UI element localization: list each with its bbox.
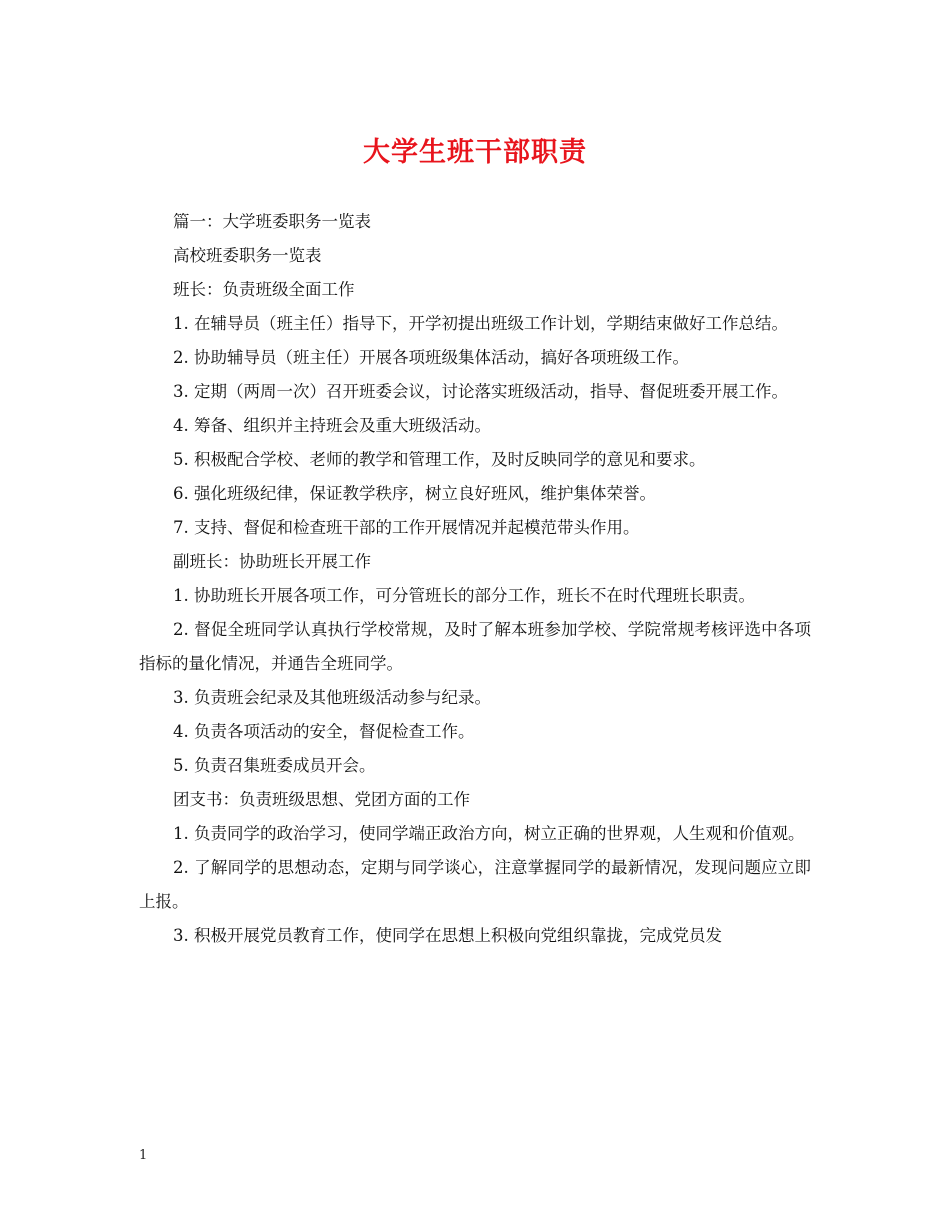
paragraph: 5. 负责召集班委成员开会。: [173, 756, 376, 775]
paragraph: 1. 在辅导员（班主任）指导下，开学初提出班级工作计划，学期结束做好工作总结。: [173, 314, 788, 333]
paragraph: 高校班委职务一览表: [173, 246, 322, 265]
paragraph: 1. 负责同学的政治学习，使同学端正政治方向，树立正确的世界观，人生观和价值观。: [173, 824, 805, 843]
paragraph: 2. 协助辅导员（班主任）开展各项班级集体活动，搞好各项班级工作。: [173, 348, 689, 367]
paragraph: 2. 督促全班同学认真执行学校常规，及时了解本班参加学校、学院常规考核评选中各项指标的量化情况，并通告全班同学。: [139, 620, 811, 673]
paragraph: 3. 定期（两周一次）召开班委会议，讨论落实班级活动，指导、督促班委开展工作。: [173, 382, 788, 401]
paragraph: 3. 积极开展党员教育工作，使同学在思想上积极向党组织靠拢，完成党员发: [173, 926, 722, 945]
paragraph: 6. 强化班级纪律，保证教学秩序，树立良好班风，维护集体荣誉。: [173, 484, 656, 503]
document-body: [139, 205, 811, 953]
paragraph: 4. 负责各项活动的安全，督促检查工作。: [173, 722, 475, 741]
paragraph: 篇一：大学班委职务一览表: [173, 212, 371, 231]
paragraph: 4. 筹备、组织并主持班会及重大班级活动。: [173, 416, 491, 435]
paragraph: 1. 协助班长开展各项工作，可分管班长的部分工作，班长不在时代理班长职责。: [173, 586, 755, 605]
page-number: 1: [139, 1148, 148, 1163]
paragraph: 团支书：负责班级思想、党团方面的工作: [173, 790, 470, 809]
paragraph: 2. 了解同学的思想动态，定期与同学谈心，注意掌握同学的最新情况，发现问题应立即上报。: [139, 858, 811, 911]
paragraph: 7. 支持、督促和检查班干部的工作开展情况并起模范带头作用。: [173, 518, 640, 537]
paragraph: 副班长：协助班长开展工作: [173, 552, 371, 571]
document-title: 大学生班干部职责: [363, 137, 587, 168]
paragraph: 5. 积极配合学校、老师的教学和管理工作，及时反映同学的意见和要求。: [173, 450, 706, 469]
paragraph: 班长：负责班级全面工作: [173, 280, 355, 299]
paragraph: 3. 负责班会纪录及其他班级活动参与纪录。: [173, 688, 491, 707]
